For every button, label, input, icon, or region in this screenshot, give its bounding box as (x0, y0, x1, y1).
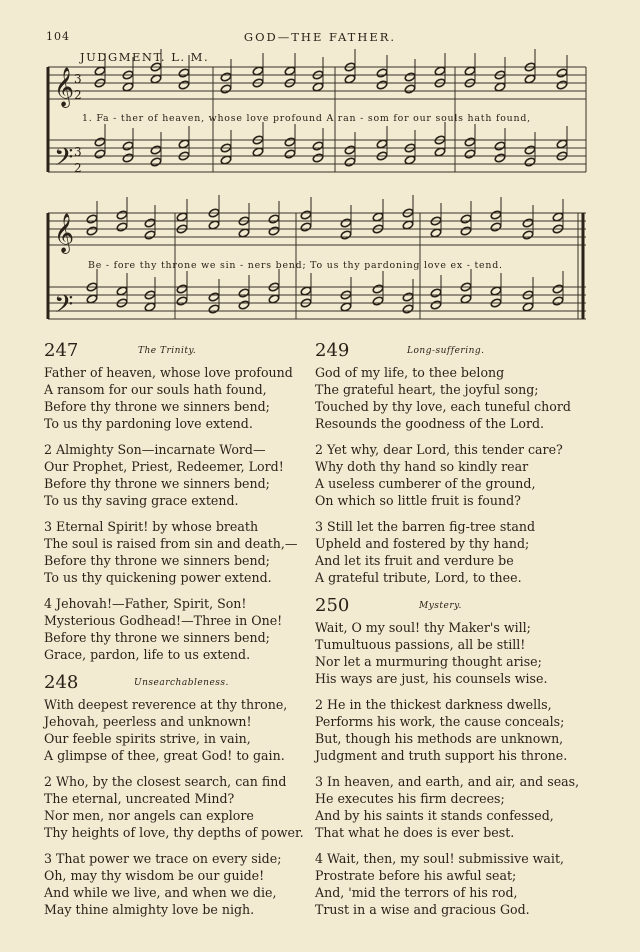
hymn-header (315, 340, 595, 364)
hymn-title: Unsearchableness. (134, 678, 229, 688)
note-head (208, 304, 220, 314)
stanza (44, 850, 324, 918)
verse-line: Judgment and truth support his throne. (315, 748, 568, 763)
stanza (44, 595, 324, 663)
verse-line: And while we live, and when we die, (44, 885, 277, 900)
time-sig-bottom: 2 (74, 88, 82, 102)
verse-line: He executes his firm decrees; (315, 791, 505, 806)
stanza (44, 773, 324, 841)
verse-line: Why doth thy hand so kindly rear (315, 459, 529, 474)
note-head (402, 304, 414, 314)
verse-line: Resounds the goodness of the Lord. (315, 416, 545, 431)
note-head (552, 284, 564, 294)
verse-line: 3 That power we trace on every side; (44, 851, 282, 866)
note-head (116, 210, 128, 220)
verse-line: Tumultuous passions, all be still! (315, 637, 526, 652)
verse-line: Touched by thy love, each tuneful chord (315, 399, 571, 414)
verse-line: Before thy throne we sinners bend; (44, 630, 270, 645)
hymn-header (44, 340, 324, 364)
note-head (94, 137, 106, 147)
verse-line: Our feeble spirits strive, in vain, (44, 731, 251, 746)
note-head (372, 284, 384, 294)
hymn-number: 247 (44, 340, 79, 361)
hymn-248 (44, 672, 324, 918)
note-head (300, 222, 312, 232)
note-head (340, 230, 352, 240)
note-head (556, 68, 568, 78)
note-head (522, 230, 534, 240)
stanza (315, 364, 595, 432)
verse-line: 2 Almighty Son—incarnate Word— (44, 442, 266, 457)
verse-line: 4 Jehovah!—Father, Spirit, Son! (44, 596, 247, 611)
verse-line: Oh, may thy wisdom be our guide! (44, 868, 265, 883)
verse-line: With deepest reverence at thy throne, (44, 697, 288, 712)
note-head (122, 141, 134, 151)
note-head (524, 157, 536, 167)
verse-line: Trust in a wise and gracious God. (315, 902, 530, 917)
note-head (144, 230, 156, 240)
stanza (315, 850, 595, 918)
verse-line: Before thy throne we sinners bend; (44, 399, 270, 414)
hymn-247 (44, 340, 324, 663)
note-head (460, 226, 472, 236)
stanza (44, 696, 324, 764)
verse-line: His ways are just, his counsels wise. (315, 671, 548, 686)
stanza (315, 441, 595, 509)
verse-line: May thine almighty love be nigh. (44, 902, 255, 917)
lyrics-line-2: Be - fore thy throne we sin - ners bend; To us thy pardoning love ex - tend. (88, 260, 503, 271)
note-head (284, 137, 296, 147)
verse-line: A useless cumberer of the ground, (315, 476, 536, 491)
verse-line: 3 Eternal Spirit! by whose breath (44, 519, 259, 534)
treble-clef: 𝄞 (54, 213, 75, 253)
note-head (522, 218, 534, 228)
verse-line: Prostrate before his awful seat; (315, 868, 517, 883)
verse-line: Before thy throne we sinners bend; (44, 553, 270, 568)
note-head (220, 84, 232, 94)
verse-line: Performs his work, the cause conceals; (315, 714, 565, 729)
note-head (490, 222, 502, 232)
hymn-header (315, 595, 595, 619)
verse-line: A grateful tribute, Lord, to thee. (315, 570, 522, 585)
note-head (556, 80, 568, 90)
left-column (44, 340, 324, 927)
verse-line: 4 Wait, then, my soul! submissive wait, (315, 851, 565, 866)
bass-clef: 𝄢 (54, 143, 74, 178)
verse-line: Mysterious Godhead!—Three in One! (44, 613, 283, 628)
tune-title: JUDGMENT. L. M. (80, 50, 210, 64)
stanza (44, 364, 324, 432)
note-head (372, 296, 384, 306)
note-head (268, 226, 280, 236)
note-head (238, 300, 250, 310)
verse-line: God of my life, to thee belong (315, 365, 505, 380)
stanza (315, 518, 595, 586)
note-head (220, 72, 232, 82)
hymn-header (44, 672, 324, 696)
note-head (176, 296, 188, 306)
note-head (268, 214, 280, 224)
verse-line: The grateful heart, the joyful song; (315, 382, 539, 397)
verse-line: 3 Still let the barren fig-tree stand (315, 519, 536, 534)
note-head (494, 141, 506, 151)
note-head (552, 296, 564, 306)
verse-line: To us thy saving grace extend. (44, 493, 239, 508)
note-head (178, 80, 190, 90)
hymn-number: 248 (44, 672, 79, 693)
note-head (344, 145, 356, 155)
note-head (312, 141, 324, 151)
note-head (176, 284, 188, 294)
verse-line: And, 'mid the terrors of his rod, (315, 885, 518, 900)
hymn-title: Long-suffering. (407, 346, 485, 356)
note-head (94, 149, 106, 159)
note-head (344, 157, 356, 167)
note-head (460, 214, 472, 224)
verse-line: But, though his methods are unknown, (315, 731, 564, 746)
note-head (464, 149, 476, 159)
note-head (376, 80, 388, 90)
verse-line: Thy heights of love, thy depths of power. (44, 825, 304, 840)
verse-line: The soul is raised from sin and death,— (44, 536, 298, 551)
stanza (315, 619, 595, 687)
note-head (490, 210, 502, 220)
verse-line: That what he does is ever best. (315, 825, 515, 840)
verse-line: Jehovah, peerless and unknown! (44, 714, 252, 729)
hymn-249 (315, 340, 595, 586)
hymn-250 (315, 595, 595, 918)
stanza (315, 696, 595, 764)
note-head (116, 222, 128, 232)
verse-line: On which so little fruit is found? (315, 493, 521, 508)
verse-line: Our Prophet, Priest, Redeemer, Lord! (44, 459, 284, 474)
note-head (208, 292, 220, 302)
hymn-number: 250 (315, 595, 350, 616)
bass-clef: 𝄢 (54, 290, 74, 325)
hymn-number: 249 (315, 340, 350, 361)
note-head (86, 214, 98, 224)
stanza (315, 773, 595, 841)
stanza (44, 441, 324, 509)
hymn-title: The Trinity. (138, 346, 197, 356)
time-sig-bottom: 2 (74, 161, 82, 175)
verse-line: Before thy throne we sinners bend; (44, 476, 270, 491)
note-head (122, 153, 134, 163)
note-head (144, 218, 156, 228)
note-head (312, 153, 324, 163)
note-head (464, 137, 476, 147)
note-head (238, 288, 250, 298)
lyrics-line-1: 1. Fa - ther of heaven, whose love profound A ran - som for our souls hath found, (82, 113, 531, 124)
verse-line: 2 He in the thickest darkness dwells, (315, 697, 552, 712)
treble-clef: 𝄞 (54, 67, 75, 107)
note-head (284, 149, 296, 159)
verse-line: 2 Who, by the closest search, can find (44, 774, 287, 789)
note-head (150, 157, 162, 167)
verse-line: A glimpse of thee, great God! to gain. (44, 748, 285, 763)
right-column (315, 340, 595, 927)
hymn-title: Mystery. (419, 601, 462, 611)
note-head (86, 226, 98, 236)
note-head (376, 68, 388, 78)
running-head: GOD—THE FATHER. (243, 30, 397, 44)
stanza (44, 518, 324, 586)
time-sig-top: 3 (74, 72, 82, 86)
verse-line: To us thy quickening power extend. (44, 570, 272, 585)
verse-line: Grace, pardon, life to us extend. (44, 647, 251, 662)
note-head (340, 218, 352, 228)
page-number: 104 (46, 30, 70, 43)
verse-line: And by his saints it stands confessed, (315, 808, 554, 823)
verse-line: To us thy pardoning love extend. (44, 416, 253, 431)
note-head (404, 84, 416, 94)
verse-line: 2 Yet why, dear Lord, this tender care? (315, 442, 563, 457)
verse-line: Father of heaven, whose love profound (44, 365, 293, 380)
music-score (0, 0, 640, 340)
note-head (150, 145, 162, 155)
time-sig-top: 3 (74, 145, 82, 159)
verse-line: And let its fruit and verdure be (315, 553, 514, 568)
note-head (300, 210, 312, 220)
verse-line: The eternal, uncreated Mind? (44, 791, 235, 806)
verse-line: Wait, O my soul! thy Maker's will; (315, 620, 531, 635)
note-head (494, 153, 506, 163)
note-head (404, 72, 416, 82)
note-head (430, 300, 442, 310)
note-head (430, 288, 442, 298)
verse-line: Upheld and fostered by thy hand; (315, 536, 530, 551)
verse-line: 3 In heaven, and earth, and air, and seas, (315, 774, 580, 789)
note-head (178, 68, 190, 78)
note-head (402, 292, 414, 302)
verse-line: Nor let a murmuring thought arise; (315, 654, 542, 669)
note-head (524, 145, 536, 155)
verse-line: A ransom for our souls hath found, (44, 382, 267, 397)
verse-line: Nor men, nor angels can explore (44, 808, 254, 823)
